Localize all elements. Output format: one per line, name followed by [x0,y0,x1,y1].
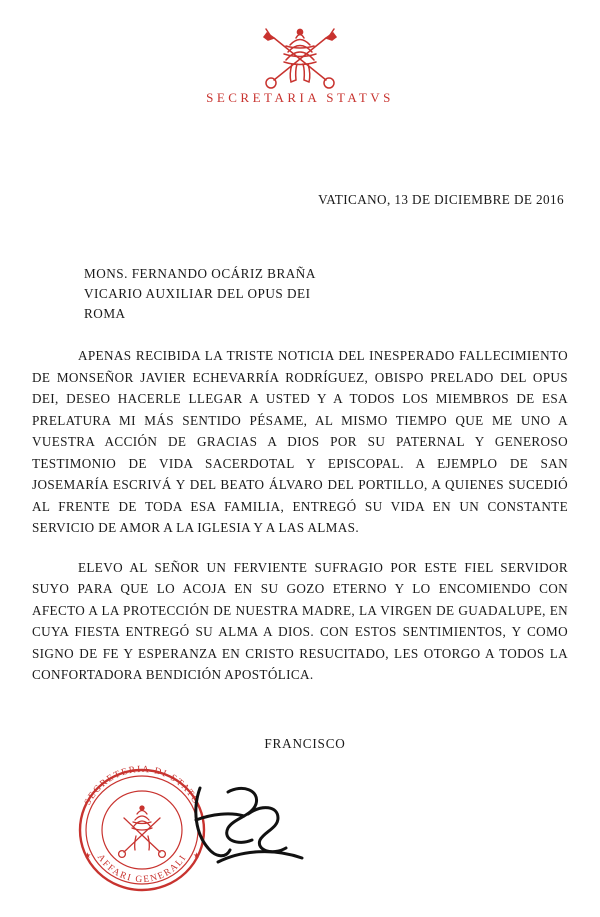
letterhead [0,18,600,138]
addressee-line-2: VICARIO AUXILIAR DEL OPUS DEI [84,286,311,301]
seal-top-text: SEGRETERIA DI STATO [83,764,201,807]
addressee-line-3: ROMA [84,306,126,321]
letter-paragraph-2: ELEVO AL SEÑOR UN FERVIENTE SUFRAGIO POR ESTE FIEL SERVIDOR SUYO PARA QUE LO ACOJA EN SU GOZO ETERNO Y LO ENCOMIENDO CON AFECTO A LA PROTECCIÓN DE NUESTRA MADRE, LA VIRGEN DE GUADALUPE, EN CUYA FIESTA ENTREGÓ SU ALMA A DIOS. CON ESTOS SENTIMIENTOS, Y COMO SIGNO DE FE Y ESPERANZA EN CRISTO RESUCITADO, LES OTORGO A TODOS LA CONFORTADORA BENDICIÓN APOSTÓLICA. [32,559,568,682]
place-date: VATICANO, 13 DE DICIEMBRE DE 2016 [318,192,564,207]
letter-body [32,345,568,686]
signature-name: FRANCISCO [264,736,346,751]
addressee-line-1: MONS. FERNANDO OCÁRIZ BRAÑA [84,266,316,281]
seal-star-right: ★ [193,851,201,860]
handwritten-signature [182,770,322,880]
seal-bottom-text: AFFARI GENERALI [94,852,190,886]
letterhead-title: SECRETARIA STATVS [206,90,394,105]
addressee-block [84,264,316,324]
handwritten-signature-icon [182,770,322,880]
letter-paragraph-1: APENAS RECIBIDA LA TRISTE NOTICIA DEL INESPERADO FALLECIMIENTO DE MONSEÑOR JAVIER ECHEVARRÍA RODRÍGUEZ, OBISPO PRELADO DEL OPUS DEI, DESEO HACERLE LLEGAR A USTED Y A TODOS LOS MIEMBROS DE ESA PRELATURA MI MÁS SENTIDO PÉSAME, AL MISMO TIEMPO QUE ME UNO A VUESTRA ACCIÓN DE GRACIAS A DIOS POR SU PATERNAL Y GENEROSO TESTIMONIO DE VIDA SACERDOTAL Y EPISCOPAL. A EJEMPLO DE SAN JOSEMARÍA ESCRIVÁ Y DEL BEATO ÁLVARO DEL PORTILLO, A QUIENES SUCEDIÓ AL FRENTE DE TODA ESA FAMILIA, ENTREGÓ SU VIDA EN UN CONSTANTE SERVICIO DE AMOR A LA IGLESIA Y A LAS ALMAS. [32,348,568,535]
seal-star-left: ★ [84,851,92,860]
